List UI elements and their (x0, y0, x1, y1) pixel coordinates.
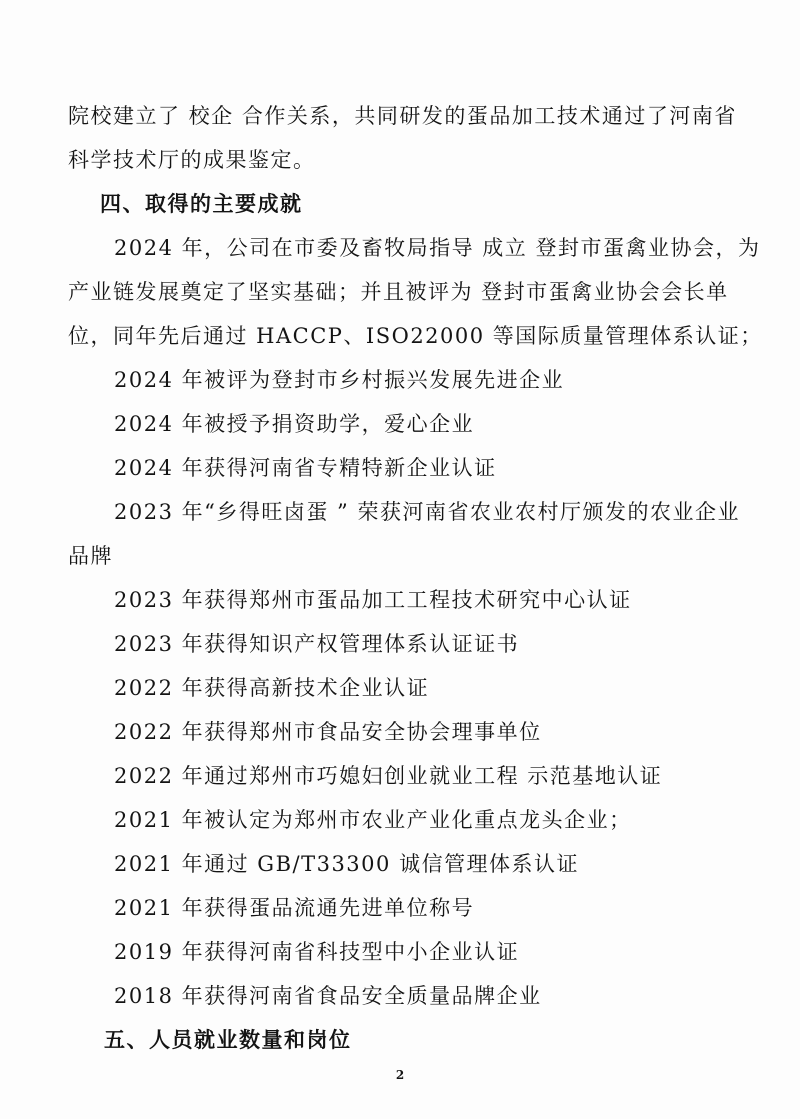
achievement-item: 2022 年获得高新技术企业认证 (114, 676, 430, 700)
achievement-item: 2023 年“乡得旺卤蛋 ” 荣获河南省农业农村厅颁发的农业企业 (114, 500, 740, 524)
paragraph-line: 院校建立了 校企 合作关系，共同研发的蛋品加工技术通过了河南省 (68, 104, 737, 128)
page-number: 2 (395, 1068, 405, 1082)
achievement-item: 2023 年获得郑州市蛋品加工工程技术研究中心认证 (114, 588, 632, 612)
achievement-item: 2023 年获得知识产权管理体系认证证书 (114, 632, 520, 656)
paragraph-line: 位，同年先后通过 HACCP、ISO22000 等国际质量管理体系认证； (68, 324, 763, 348)
paragraph-line: 2024 年，公司在市委及畜牧局指导 成立 登封市蛋禽业协会，为 (114, 236, 761, 260)
achievement-item: 2019 年获得河南省科技型中小企业认证 (114, 940, 520, 964)
achievement-item: 2021 年被认定为郑州市农业产业化重点龙头企业； (114, 808, 632, 832)
achievement-item: 2024 年被评为登封市乡村振兴发展先进企业 (114, 368, 565, 392)
achievement-item: 2024 年被授予捐资助学，爱心企业 (114, 412, 475, 436)
section-heading-employment: 五、人员就业数量和岗位 (104, 1027, 352, 1052)
achievement-item: 2024 年获得河南省专精特新企业认证 (114, 456, 497, 480)
achievement-item: 2021 年通过 GB/T33300 诚信管理体系认证 (114, 852, 580, 876)
paragraph-line: 科学技术厅的成果鉴定。 (68, 148, 316, 172)
paragraph-line: 产业链发展奠定了坚实基础；并且被评为 登封市蛋禽业协会会长单 (68, 280, 729, 304)
achievement-item: 2018 年获得河南省食品安全质量品牌企业 (114, 984, 542, 1008)
section-heading-achievements: 四、取得的主要成就 (100, 191, 303, 216)
achievement-item-continuation: 品牌 (68, 544, 113, 568)
achievement-item: 2021 年获得蛋品流通先进单位称号 (114, 896, 475, 920)
achievement-item: 2022 年获得郑州市食品安全协会理事单位 (114, 720, 542, 744)
achievement-item: 2022 年通过郑州市巧媳妇创业就业工程 示范基地认证 (114, 764, 663, 788)
